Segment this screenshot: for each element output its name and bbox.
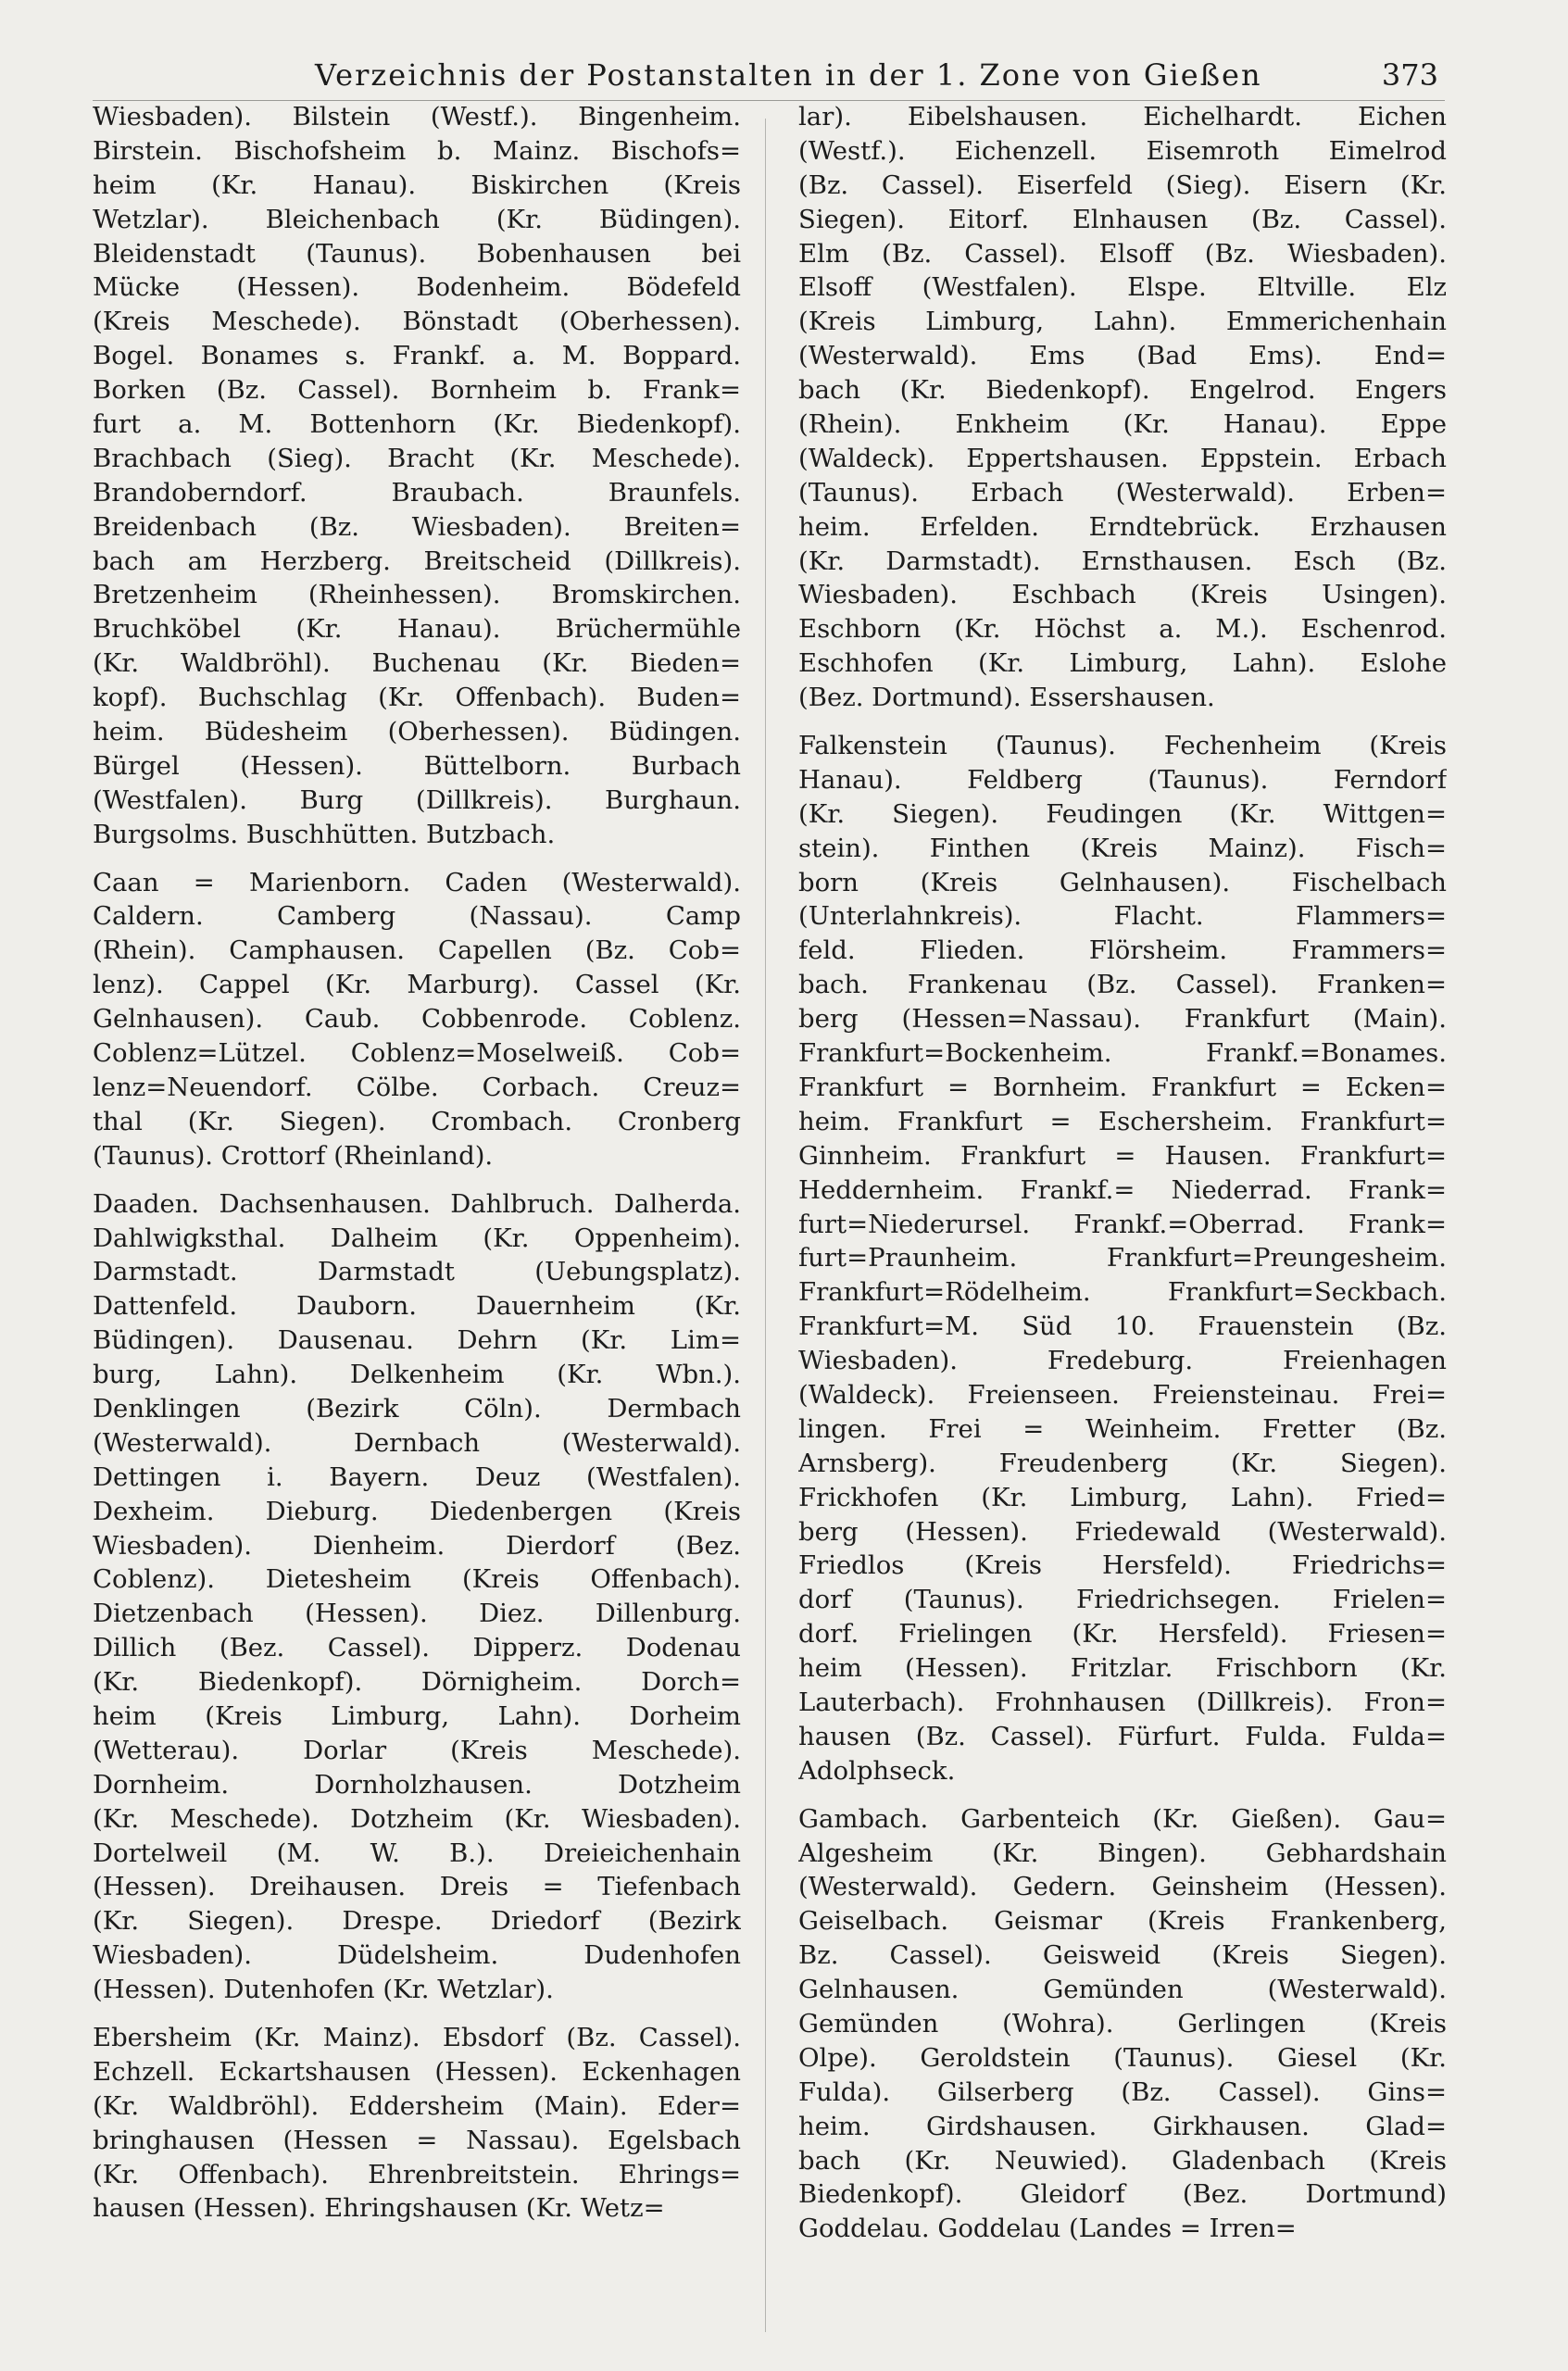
text-line: (Unterlahnkreis). Flacht. Flammers= bbox=[798, 901, 1447, 932]
text-line: Bürgel (Hessen). Büttelborn. Burbach bbox=[93, 750, 741, 781]
text-line: (Bz. Cassel). Eiserfeld (Sieg). Eisern (Kr. bbox=[798, 169, 1447, 200]
text-line: Eschhofen (Kr. Limburg, Lahn). Eslohe bbox=[798, 648, 1447, 679]
text-line: Frankfurt = Bornheim. Frankfurt = Ecken= bbox=[798, 1072, 1447, 1102]
text-line: Caldern. Camberg (Nassau). Camp bbox=[93, 901, 741, 932]
text-line: Lauterbach). Frohnhausen (Dillkreis). Fron= bbox=[798, 1687, 1447, 1717]
text-line: furt=Praunheim. Frankfurt=Preungesheim. bbox=[798, 1243, 1447, 1273]
text-line: Wiesbaden). Eschbach (Kreis Usingen). bbox=[798, 580, 1447, 610]
text-line: Borken (Bz. Cassel). Bornheim b. Frank= bbox=[93, 375, 741, 406]
text-line: Breidenbach (Bz. Wiesbaden). Breiten= bbox=[93, 511, 741, 542]
text-line: Ginnheim. Frankfurt = Hausen. Frankfurt= bbox=[798, 1140, 1447, 1171]
text-line: Birstein. Bischofsheim b. Mainz. Bischofs= bbox=[93, 135, 741, 166]
text-line: Brandoberndorf. Braubach. Braunfels. bbox=[93, 477, 741, 508]
text-line: bach am Herzberg. Breitscheid (Dillkreis). bbox=[93, 546, 741, 576]
text-line: Bleidenstadt (Taunus). Bobenhausen bei bbox=[93, 238, 741, 269]
text-line: heim (Kreis Limburg, Lahn). Dorheim bbox=[93, 1700, 741, 1731]
text-line: furt=Niederursel. Frankf.=Oberrad. Frank= bbox=[798, 1209, 1447, 1239]
text-line: Dettingen i. Bayern. Deuz (Westfalen). bbox=[93, 1461, 741, 1492]
text-line: (Kreis Limburg, Lahn). Emmerichenhain bbox=[798, 307, 1447, 337]
text-line: bach (Kr. Neuwied). Gladenbach (Kreis bbox=[798, 2145, 1447, 2176]
text-line: dorf (Taunus). Friedrichsegen. Frielen= bbox=[798, 1585, 1447, 1615]
text-line: Elm (Bz. Cassel). Elsoff (Bz. Wiesbaden). bbox=[798, 238, 1447, 269]
register-section bbox=[798, 100, 1447, 715]
text-line: Bretzenheim (Rheinhessen). Bromskirchen. bbox=[93, 580, 741, 610]
text-line: (Westerwald). Dernbach (Westerwald). bbox=[93, 1427, 741, 1458]
text-line: bach (Kr. Biedenkopf). Engelrod. Engers bbox=[798, 375, 1447, 406]
text-line: (Kr. Siegen). Drespe. Driedorf (Bezirk bbox=[93, 1906, 741, 1937]
text-line: Dietzenbach (Hessen). Diez. Dillenburg. bbox=[93, 1599, 741, 1629]
text-line: Dahlwigksthal. Dalheim (Kr. Oppenheim). bbox=[93, 1223, 741, 1253]
text-line: Ebersheim (Kr. Mainz). Ebsdorf (Bz. Cassel). bbox=[93, 2022, 741, 2052]
page-header bbox=[0, 0, 1568, 111]
text-line: Dexheim. Dieburg. Diedenbergen (Kreis bbox=[93, 1496, 741, 1526]
text-line: Denklingen (Bezirk Cöln). Dermbach bbox=[93, 1393, 741, 1424]
text-line: (Kr. Waldbröhl). Eddersheim (Main). Eder= bbox=[93, 2090, 741, 2121]
text-line: bringhausen (Hessen = Nassau). Egelsbach bbox=[93, 2125, 741, 2155]
text-line: (Kreis Meschede). Bönstadt (Oberhessen). bbox=[93, 307, 741, 337]
text-line: Dillich (Bez. Cassel). Dipperz. Dodenau bbox=[93, 1633, 741, 1663]
text-line: Geiselbach. Geismar (Kreis Frankenberg, bbox=[798, 1906, 1447, 1937]
text-line: (Waldeck). Freienseen. Freiensteinau. Frei= bbox=[798, 1379, 1447, 1410]
page-title: Verzeichnis der Postanstalten in der 1. Zone von Gießen bbox=[315, 57, 1262, 93]
text-line: Gambach. Garbenteich (Kr. Gießen). Gau= bbox=[798, 1803, 1447, 1834]
text-line: Wiesbaden). Fredeburg. Freienhagen bbox=[798, 1346, 1447, 1376]
text-line: (Hessen). Dreihausen. Dreis = Tiefenbach bbox=[93, 1872, 741, 1902]
text-line: heim. Frankfurt = Eschersheim. Frankfurt= bbox=[798, 1106, 1447, 1136]
text-line: Fulda). Gilserberg (Bz. Cassel). Gins= bbox=[798, 2076, 1447, 2107]
text-line: Bz. Cassel). Geisweid (Kreis Siegen). bbox=[798, 1940, 1447, 1971]
text-line: kopf). Buchschlag (Kr. Offenbach). Buden= bbox=[93, 683, 741, 713]
text-line: Caan = Marienborn. Caden (Westerwald). bbox=[93, 867, 741, 897]
text-line: Arnsberg). Freudenberg (Kr. Siegen). bbox=[798, 1448, 1447, 1478]
text-line: (Kr. Waldbröhl). Buchenau (Kr. Bieden= bbox=[93, 648, 741, 679]
text-line: heim (Hessen). Fritzlar. Frischborn (Kr. bbox=[798, 1653, 1447, 1684]
text-line: Friedlos (Kreis Hersfeld). Friedrichs= bbox=[798, 1550, 1447, 1581]
text-line: (Wetterau). Dorlar (Kreis Meschede). bbox=[93, 1735, 741, 1765]
text-line: born (Kreis Gelnhausen). Fischelbach bbox=[798, 867, 1447, 897]
text-line: (Kr. Darmstadt). Ernsthausen. Esch (Bz. bbox=[798, 546, 1447, 576]
text-line: feld. Flieden. Flörsheim. Frammers= bbox=[798, 935, 1447, 966]
text-line: (Taunus). Crottorf (Rheinland). bbox=[93, 1140, 494, 1171]
text-line: Goddelau. Goddelau (Landes = Irren= bbox=[798, 2214, 1297, 2244]
text-line: Bruchköbel (Kr. Hanau). Brüchermühle bbox=[93, 614, 741, 645]
left-column bbox=[93, 100, 741, 2226]
text-line: Mücke (Hessen). Bodenheim. Bödefeld bbox=[93, 272, 741, 303]
text-line: (Westerwald). Ems (Bad Ems). End= bbox=[798, 341, 1447, 371]
column-divider bbox=[765, 119, 766, 2332]
text-line: Wiesbaden). Bilstein (Westf.). Bingenheim. bbox=[93, 102, 741, 132]
text-line: Elsoff (Westfalen). Elspe. Eltville. Elz bbox=[798, 272, 1447, 303]
text-line: Dornheim. Dornholzhausen. Dotzheim bbox=[93, 1769, 741, 1800]
text-line: Burgsolms. Buschhütten. Butzbach. bbox=[93, 819, 556, 849]
register-section bbox=[93, 100, 741, 852]
text-line: Hanau). Feldberg (Taunus). Ferndorf bbox=[798, 764, 1447, 795]
text-line: Algesheim (Kr. Bingen). Gebhardshain bbox=[798, 1838, 1447, 1868]
register-section bbox=[93, 866, 741, 1173]
text-line: (Kr. Meschede). Dotzheim (Kr. Wiesbaden). bbox=[93, 1803, 741, 1834]
text-line: Frickhofen (Kr. Limburg, Lahn). Fried= bbox=[798, 1482, 1447, 1512]
text-line: (Bez. Dortmund). Essershausen. bbox=[798, 683, 1215, 713]
text-line: hausen (Hessen). Ehringshausen (Kr. Wetz= bbox=[93, 2193, 665, 2224]
text-line: Gelnhausen). Caub. Cobbenrode. Coblenz. bbox=[93, 1004, 741, 1035]
text-line: berg (Hessen). Friedewald (Westerwald). bbox=[798, 1516, 1447, 1547]
text-line: Frankfurt=Rödelheim. Frankfurt=Seckbach. bbox=[798, 1277, 1447, 1308]
text-line: heim (Kr. Hanau). Biskirchen (Kreis bbox=[93, 169, 741, 200]
page-number: 373 bbox=[1381, 57, 1438, 93]
text-line: lingen. Frei = Weinheim. Fretter (Bz. bbox=[798, 1413, 1447, 1444]
text-line: (Kr. Siegen). Feudingen (Kr. Wittgen= bbox=[798, 798, 1447, 829]
text-line: (Waldeck). Eppertshausen. Eppstein. Erbach bbox=[798, 443, 1447, 473]
register-section bbox=[798, 729, 1447, 1788]
text-line: Dortelweil (M. W. B.). Dreieichenhain bbox=[93, 1838, 741, 1868]
text-line: Echzell. Eckartshausen (Hessen). Eckenhagen bbox=[93, 2056, 741, 2087]
text-line: Dattenfeld. Dauborn. Dauernheim (Kr. bbox=[93, 1291, 741, 1322]
text-line: Daaden. Dachsenhausen. Dahlbruch. Dalherda. bbox=[93, 1188, 741, 1219]
text-line: Wiesbaden). Dienheim. Dierdorf (Bez. bbox=[93, 1530, 741, 1561]
text-line: furt a. M. Bottenhorn (Kr. Biedenkopf). bbox=[93, 409, 741, 440]
text-line: heim. Erfelden. Erndtebrück. Erzhausen bbox=[798, 511, 1447, 542]
text-line: hausen (Bz. Cassel). Fürfurt. Fulda. Fulda= bbox=[798, 1721, 1447, 1751]
text-line: Coblenz=Lützel. Coblenz=Moselweiß. Cob= bbox=[93, 1038, 741, 1069]
text-line: (Kr. Offenbach). Ehrenbreitstein. Ehrings= bbox=[93, 2159, 741, 2189]
text-line: (Westerwald). Gedern. Geinsheim (Hessen). bbox=[798, 1872, 1447, 1902]
text-line: (Rhein). Camphausen. Capellen (Bz. Cob= bbox=[93, 935, 741, 966]
text-line: Gelnhausen. Gemünden (Westerwald). bbox=[798, 1975, 1447, 2005]
text-line: Siegen). Eitorf. Elnhausen (Bz. Cassel). bbox=[798, 204, 1447, 234]
text-line: (Westf.). Eichenzell. Eisemroth Eimelrod bbox=[798, 135, 1447, 166]
text-line: bach. Frankenau (Bz. Cassel). Franken= bbox=[798, 970, 1447, 1000]
text-line: lenz). Cappel (Kr. Marburg). Cassel (Kr. bbox=[93, 970, 741, 1000]
text-line: Olpe). Geroldstein (Taunus). Giesel (Kr. bbox=[798, 2042, 1447, 2073]
text-line: (Westfalen). Burg (Dillkreis). Burghaun. bbox=[93, 784, 741, 815]
text-line: lenz=Neuendorf. Cölbe. Corbach. Creuz= bbox=[93, 1072, 741, 1102]
text-line: Adolphseck. bbox=[798, 1755, 956, 1786]
text-line: (Kr. Biedenkopf). Dörnigheim. Dorch= bbox=[93, 1667, 741, 1698]
right-column bbox=[798, 100, 1447, 2246]
text-line: Wetzlar). Bleichenbach (Kr. Büdingen). bbox=[93, 204, 741, 234]
text-line: Gemünden (Wohra). Gerlingen (Kreis bbox=[798, 2008, 1447, 2039]
text-line: lar). Eibelshausen. Eichelhardt. Eichen bbox=[798, 102, 1447, 132]
text-line: thal (Kr. Siegen). Crombach. Cronberg bbox=[93, 1106, 741, 1136]
text-line: burg, Lahn). Delkenheim (Kr. Wbn.). bbox=[93, 1360, 741, 1390]
text-line: heim. Büdesheim (Oberhessen). Büdingen. bbox=[93, 717, 741, 747]
text-line: (Taunus). Erbach (Westerwald). Erben= bbox=[798, 477, 1447, 508]
text-line: Heddernheim. Frankf.= Niederrad. Frank= bbox=[798, 1174, 1447, 1205]
text-line: Bogel. Bonames s. Frankf. a. M. Boppard. bbox=[93, 341, 741, 371]
register-section bbox=[798, 1802, 1447, 2247]
text-line: Coblenz). Dietesheim (Kreis Offenbach). bbox=[93, 1564, 741, 1595]
text-line: Eschborn (Kr. Höchst a. M.). Eschenrod. bbox=[798, 614, 1447, 645]
text-line: Brachbach (Sieg). Bracht (Kr. Meschede). bbox=[93, 443, 741, 473]
text-line: Falkenstein (Taunus). Fechenheim (Kreis bbox=[798, 731, 1447, 761]
text-line: Darmstadt. Darmstadt (Uebungsplatz). bbox=[93, 1257, 741, 1287]
register-section bbox=[93, 1187, 741, 2007]
text-line: heim. Girdshausen. Girkhausen. Glad= bbox=[798, 2111, 1447, 2141]
text-line: (Rhein). Enkheim (Kr. Hanau). Eppe bbox=[798, 409, 1447, 440]
text-line: Biedenkopf). Gleidorf (Bez. Dortmund) bbox=[798, 2179, 1447, 2210]
text-line: stein). Finthen (Kreis Mainz). Fisch= bbox=[798, 833, 1447, 863]
text-line: Frankfurt=M. Süd 10. Frauenstein (Bz. bbox=[798, 1311, 1447, 1342]
text-line: Büdingen). Dausenau. Dehrn (Kr. Lim= bbox=[93, 1325, 741, 1356]
text-line: Wiesbaden). Düdelsheim. Dudenhofen bbox=[93, 1940, 741, 1971]
text-line: dorf. Frielingen (Kr. Hersfeld). Friesen= bbox=[798, 1619, 1447, 1650]
text-line: berg (Hessen=Nassau). Frankfurt (Main). bbox=[798, 1004, 1447, 1035]
text-line: Frankfurt=Bockenheim. Frankf.=Bonames. bbox=[798, 1038, 1447, 1069]
register-section bbox=[93, 2021, 741, 2226]
text-line: (Hessen). Dutenhofen (Kr. Wetzlar). bbox=[93, 1975, 554, 2005]
